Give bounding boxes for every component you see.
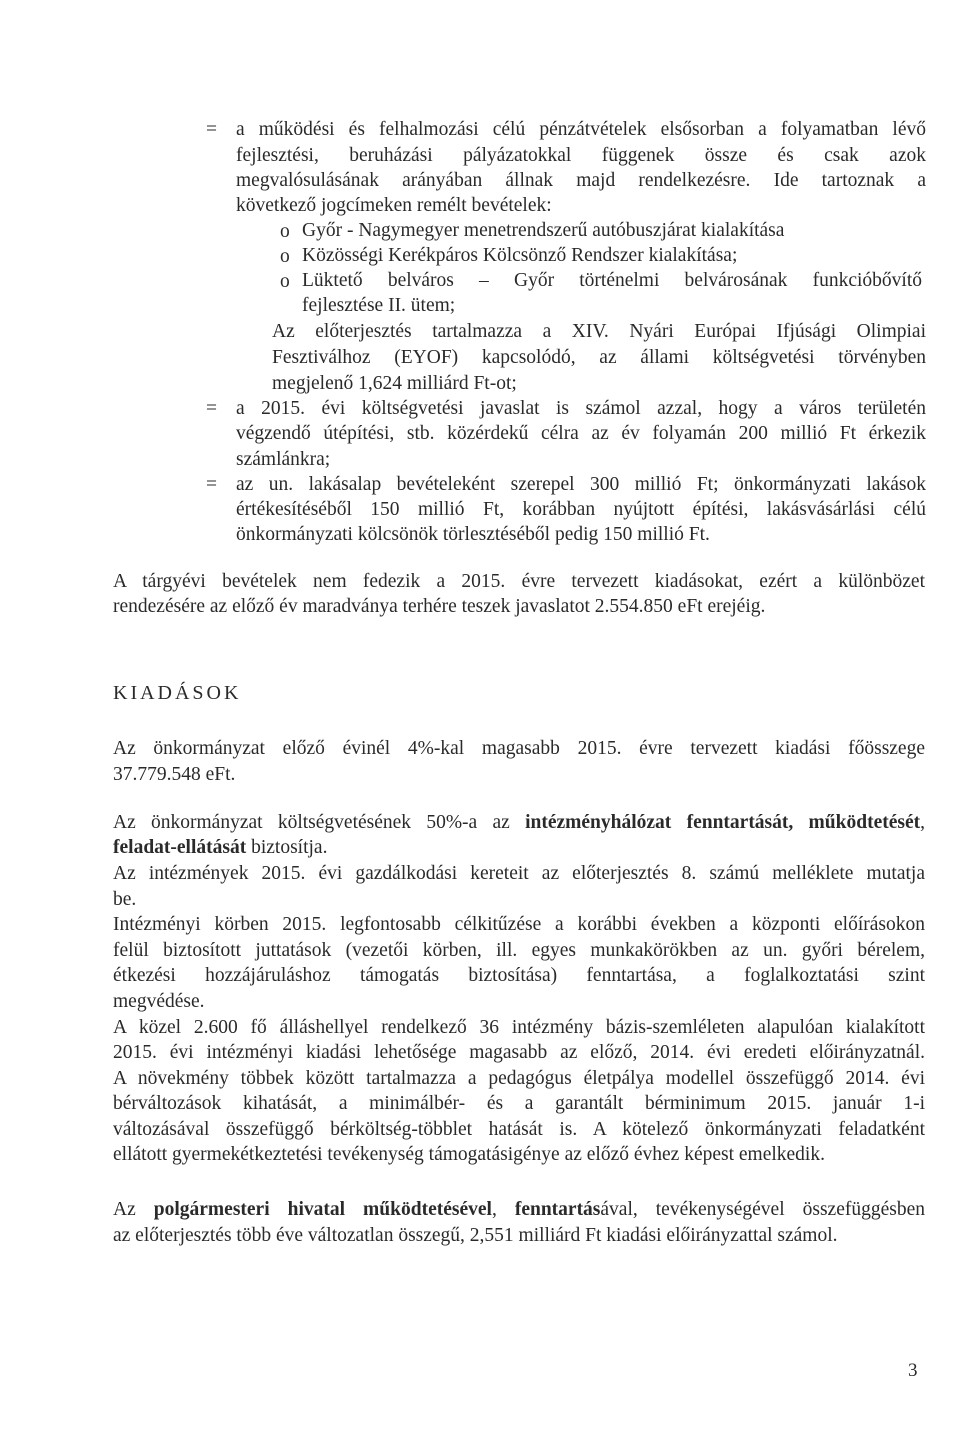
mayor-line-2: az előterjesztés több éve változatlan összegű, 2,551 milliárd Ft kiadási előirányzattal számol. xyxy=(113,1225,838,1246)
institutions-para2-line-1: Az intézmények 2015. évi gazdálkodási kereteit az előterjesztés 8. számú melléklete mutatja xyxy=(113,863,925,884)
mayor-line-1-start: Az xyxy=(113,1199,154,1220)
institutions-para3-line-2: felül biztosított juttatások (vezetői körben, ill. egyes munkakörökben az un. győri bérelem, xyxy=(113,940,925,961)
bullet-1-line-1: a működési és felhalmozási célú pénzátvételek elsősorban a folyamatban lévő xyxy=(236,119,926,140)
subitem-3-line-2: fejlesztése II. ütem; xyxy=(302,295,456,316)
mayor-line-1 xyxy=(113,1198,925,1222)
revenue-note-line-2: rendezésére az előző év maradványa terhére teszek javaslatot 2.554.850 eFt erejéig. xyxy=(113,596,766,617)
section-heading: KIADÁSOK xyxy=(113,682,242,704)
subitem-mark-1: o xyxy=(280,221,290,242)
bullet-2-line-2: végzendő útépítési, stb. közérdekű célra az év folyamán 200 millió Ft érkezik xyxy=(236,423,926,444)
institutions-para3-line-4: megvédése. xyxy=(113,991,205,1012)
institutions-line-2 xyxy=(113,836,327,860)
institutions-para4-line-6: ellátott gyermekétkeztetési tevékenység támogatásigénye az előző évhez képest emelkedik. xyxy=(113,1144,825,1165)
bullet-3-line-3: önkormányzati kölcsönök törlesztéséből pedig 150 millió Ft. xyxy=(236,524,710,545)
bullet-mark-2: = xyxy=(206,398,217,419)
bullet-1-line-4: következő jogcímeken remélt bevételek: xyxy=(236,195,552,216)
subitem-mark-2: o xyxy=(280,246,290,267)
bullet-3-line-2: értékesítéséből 150 millió Ft, korábban nyújtott építési, lakásvásárlási célú xyxy=(236,499,926,520)
bullet-mark-1: = xyxy=(206,119,217,140)
institutions-para4-line-3: A növekmény többek között tartalmazza a pedagógus életpálya modellel összefüggő 2014. évi xyxy=(113,1068,925,1089)
subitem-2: Közösségi Kerékpáros Kölcsönző Rendszer kialakítása; xyxy=(302,245,738,266)
subitem-3-line-1: Lüktető belváros – Győr történelmi belvárosának funkcióbővítő xyxy=(302,270,922,291)
institutions-para3-line-3: étkezési hozzájáruláshoz támogatás biztosítása) fenntartása, a foglalkoztatási szint xyxy=(113,965,925,986)
institutions-line-1 xyxy=(113,811,925,835)
institutions-line-1-end: , xyxy=(920,812,925,833)
institutions-emphasis-2: feladat-ellátását xyxy=(113,837,247,858)
eyof-line-3: megjelenő 1,624 milliárd Ft-ot; xyxy=(272,373,517,394)
mayor-line-1-mid: , xyxy=(491,1199,515,1220)
institutions-para4-line-2: 2015. évi intézményi kiadási lehetősége magasabb az előző, 2014. évi eredeti előirányzatnál. xyxy=(113,1042,925,1063)
eyof-line-1: Az előterjesztés tartalmazza a XIV. Nyári Európai Ifjúsági Olimpiai xyxy=(272,321,926,342)
bullet-2-line-3: számlánkra; xyxy=(236,449,331,470)
page-number: 3 xyxy=(908,1360,918,1381)
revenue-note-line-1: A tárgyévi bevételek nem fedezik a 2015. évre tervezett kiadásokat, ezért a különbözet xyxy=(113,571,925,592)
bullet-1-line-3: megvalósulásának arányában állnak majd rendelkezésre. Ide tartoznak a xyxy=(236,170,926,191)
expenses-intro-line-1: Az önkormányzat előző évinél 4%-kal magasabb 2015. évre tervezett kiadási főösszege xyxy=(113,738,925,759)
institutions-para4-line-5: változásával összefüggő bérköltség-többlet hatását is. A kötelező önkormányzati feladatként xyxy=(113,1119,925,1140)
bullet-mark-3: = xyxy=(206,474,217,495)
institutions-para3-line-1: Intézményi körben 2015. legfontosabb célkitűzése a korábbi években a központi előírásokon xyxy=(113,914,925,935)
bullet-3-line-1: az un. lakásalap bevételeként szerepel 300 millió Ft; önkormányzati lakások xyxy=(236,474,926,495)
subitem-1: Győr - Nagymegyer menetrendszerű autóbuszjárat kialakítása xyxy=(302,220,785,241)
mayor-emphasis-2: fenntartás xyxy=(514,1199,601,1220)
institutions-emphasis-1: intézményhálózat fenntartását, működtetését xyxy=(525,812,921,833)
institutions-line-1-text: Az önkormányzat költségvetésének 50%-a az xyxy=(113,812,526,833)
bullet-1-line-2: fejlesztési, beruházási pályázatokkal függenek össze és csak azok xyxy=(236,145,926,166)
eyof-line-2: Fesztiválhoz (EYOF) kapcsolódó, az állami költségvetési törvényben xyxy=(272,347,926,368)
mayor-line-1-end: ával, tevékenységével összefüggésben xyxy=(600,1199,925,1220)
institutions-line-2-text: biztosítja. xyxy=(246,837,328,858)
expenses-intro-line-2: 37.779.548 eFt. xyxy=(113,764,236,785)
institutions-para4-line-4: bérváltozások kihatását, a minimálbér- és a garantált bérminimum 2015. január 1-i xyxy=(113,1093,925,1114)
bullet-2-line-1: a 2015. évi költségvetési javaslat is számol azzal, hogy a város területén xyxy=(236,398,926,419)
mayor-emphasis-1: polgármesteri hivatal működtetésével xyxy=(153,1199,492,1220)
subitem-mark-3: o xyxy=(280,271,290,292)
institutions-para4-line-1: A közel 2.600 fő álláshellyel rendelkező 36 intézmény bázis-szemléleten alapulóan kialakított xyxy=(113,1017,925,1038)
institutions-para2-line-2: be. xyxy=(113,889,137,910)
